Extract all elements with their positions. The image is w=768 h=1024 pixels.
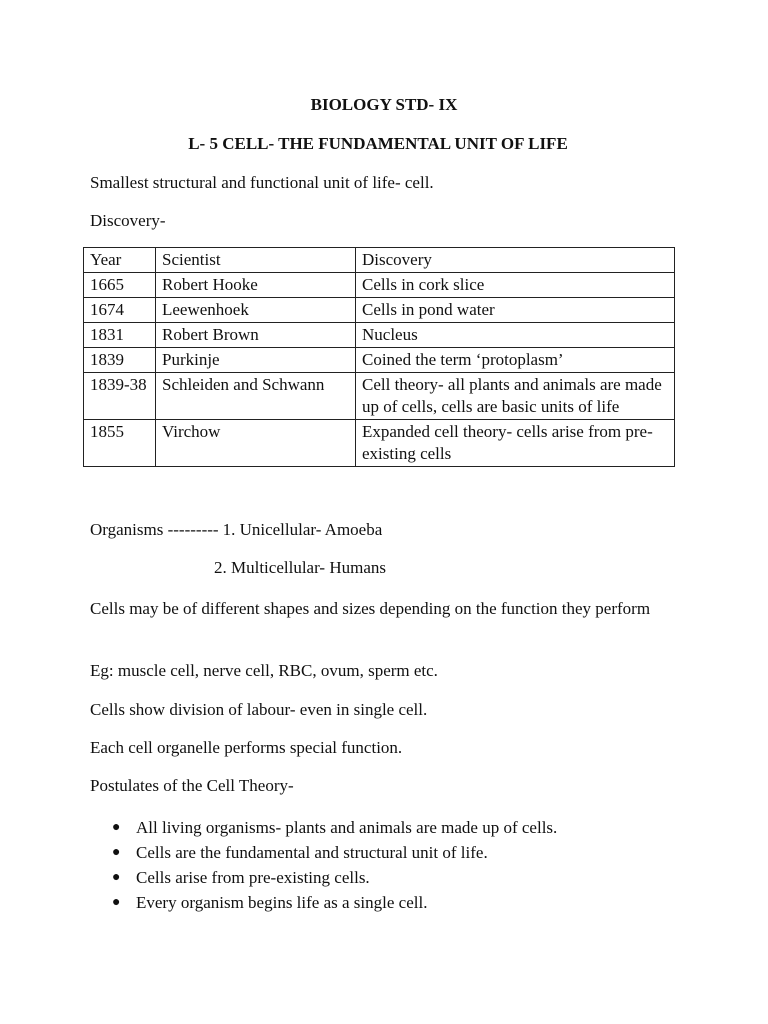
example-paragraph: Eg: muscle cell, nerve cell, RBC, ovum, sperm etc. — [90, 661, 438, 680]
discovery-cell: Expanded cell theory- cells arise from pre-existing cells — [356, 420, 675, 467]
discovery-cell: Cell theory- all plants and animals are made up of cells, cells are basic units of life — [356, 373, 675, 420]
year-cell: 1839-38 — [84, 373, 156, 420]
unicellular-item: 1. Unicellular- Amoeba — [222, 520, 383, 539]
scientist-cell: Purkinje — [156, 348, 356, 373]
column-header-year: Year — [84, 248, 156, 273]
scientist-cell: Robert Brown — [156, 323, 356, 348]
bullet-icon: ● — [112, 870, 121, 885]
bullet-icon: ● — [112, 895, 121, 910]
discovery-label: Discovery- — [90, 211, 166, 230]
list-item — [108, 865, 557, 890]
year-cell: 1855 — [84, 420, 156, 467]
multicellular-item: 2. Multicellular- Humans — [214, 558, 386, 577]
table-row — [84, 273, 675, 298]
year-cell: 1665 — [84, 273, 156, 298]
table-row — [84, 348, 675, 373]
table-row — [84, 298, 675, 323]
column-header-discovery: Discovery — [356, 248, 675, 273]
postulates-heading: Postulates of the Cell Theory- — [90, 776, 294, 795]
organisms-label: Organisms --------- — [90, 520, 219, 539]
year-cell: 1674 — [84, 298, 156, 323]
postulate-text: Cells are the fundamental and structural unit of life. — [136, 843, 488, 862]
discovery-cell: Coined the term ‘protoplasm’ — [356, 348, 675, 373]
table-header-row — [84, 248, 675, 273]
list-item — [108, 815, 557, 840]
year-cell: 1839 — [84, 348, 156, 373]
postulate-text: Cells arise from pre-existing cells. — [136, 868, 370, 887]
postulate-text: All living organisms- plants and animals are made up of cells. — [136, 818, 558, 837]
chapter-title: L- 5 CELL- THE FUNDAMENTAL UNIT OF LIFE — [188, 134, 568, 153]
scientist-cell: Virchow — [156, 420, 356, 467]
organisms-line — [90, 520, 382, 540]
table-row — [84, 420, 675, 467]
discovery-table — [83, 247, 675, 467]
bullet-icon: ● — [112, 820, 121, 835]
table-row — [84, 373, 675, 420]
postulate-text: Every organism begins life as a single cell. — [136, 893, 428, 912]
discovery-cell: Cells in pond water — [356, 298, 675, 323]
scientist-cell: Schleiden and Schwann — [156, 373, 356, 420]
bullet-icon: ● — [112, 845, 121, 860]
organelle-paragraph: Each cell organelle performs special function. — [90, 738, 403, 757]
table-row — [84, 323, 675, 348]
discovery-cell: Nucleus — [356, 323, 675, 348]
list-item — [108, 890, 557, 915]
intro-text: Smallest structural and functional unit of life- cell. — [90, 173, 434, 192]
document-title: BIOLOGY STD- IX — [310, 95, 458, 114]
division-paragraph: Cells show division of labour- even in single cell. — [90, 700, 428, 719]
postulates-list — [108, 815, 557, 915]
scientist-cell: Robert Hooke — [156, 273, 356, 298]
scientist-cell: Leewenhoek — [156, 298, 356, 323]
year-cell: 1831 — [84, 323, 156, 348]
discovery-cell: Cells in cork slice — [356, 273, 675, 298]
shapes-paragraph: Cells may be of different shapes and sizes depending on the function they perform — [90, 599, 651, 618]
list-item — [108, 840, 557, 865]
column-header-scientist: Scientist — [156, 248, 356, 273]
